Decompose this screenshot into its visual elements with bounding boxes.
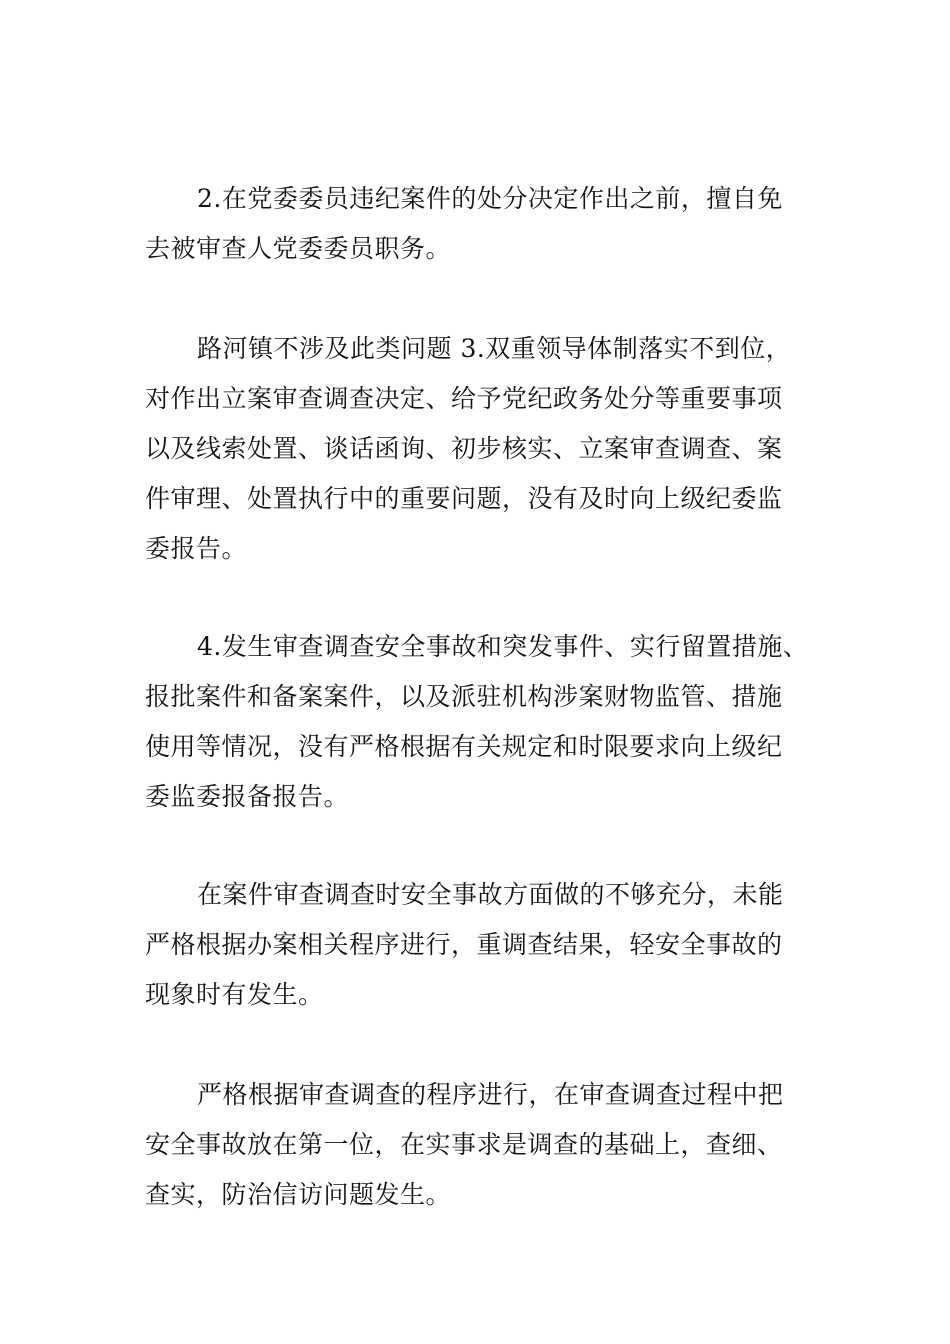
paragraph-line: 安全事故放在第一位，在实事求是调查的基础上，查细、 — [145, 1130, 783, 1159]
paragraph-line: 路河镇不涉及此类问题 3.双重领导体制落实不到位， — [197, 334, 792, 363]
paragraph-line: 查实，防治信访问题发生。 — [145, 1180, 452, 1209]
paragraph-2 — [145, 324, 825, 574]
paragraph-line: 委报告。 — [145, 534, 248, 563]
paragraph-line: 严格根据办案相关程序进行，重调查结果，轻安全事故的 — [145, 930, 783, 959]
paragraph-line: 件审理、处置执行中的重要问题，没有及时向上级纪委监 — [145, 484, 783, 513]
paragraph-line: 使用等情况，没有严格根据有关规定和时限要求向上级纪 — [145, 732, 783, 761]
paragraph-1 — [145, 174, 825, 274]
paragraph-line: 委监委报备报告。 — [145, 782, 350, 811]
paragraph-5 — [145, 1070, 825, 1220]
paragraph-line: 在案件审查调查时安全事故方面做的不够充分，未能 — [197, 880, 784, 909]
paragraph-line: 去被审查人党委委员职务。 — [145, 234, 452, 263]
paragraph-line: 以及线索处置、谈话函询、初步核实、立案审查调查、案 — [145, 434, 783, 463]
paragraph-line: 现象时有发生。 — [145, 980, 324, 1009]
paragraph-line: 对作出立案审查调查决定、给予党纪政务处分等重要事项 — [145, 384, 783, 413]
paragraph-4 — [145, 870, 825, 1020]
paragraph-line: 4.发生审查调查安全事故和突发事件、实行留置措施、 — [197, 632, 809, 661]
paragraph-line: 报批案件和备案案件，以及派驻机构涉案财物监管、措施 — [145, 682, 783, 711]
paragraph-3 — [145, 622, 825, 822]
paragraph-line: 2.在党委委员违纪案件的处分决定作出之前，擅自免 — [197, 184, 783, 213]
paragraph-line: 严格根据审查调查的程序进行，在审查调查过程中把 — [197, 1080, 784, 1109]
